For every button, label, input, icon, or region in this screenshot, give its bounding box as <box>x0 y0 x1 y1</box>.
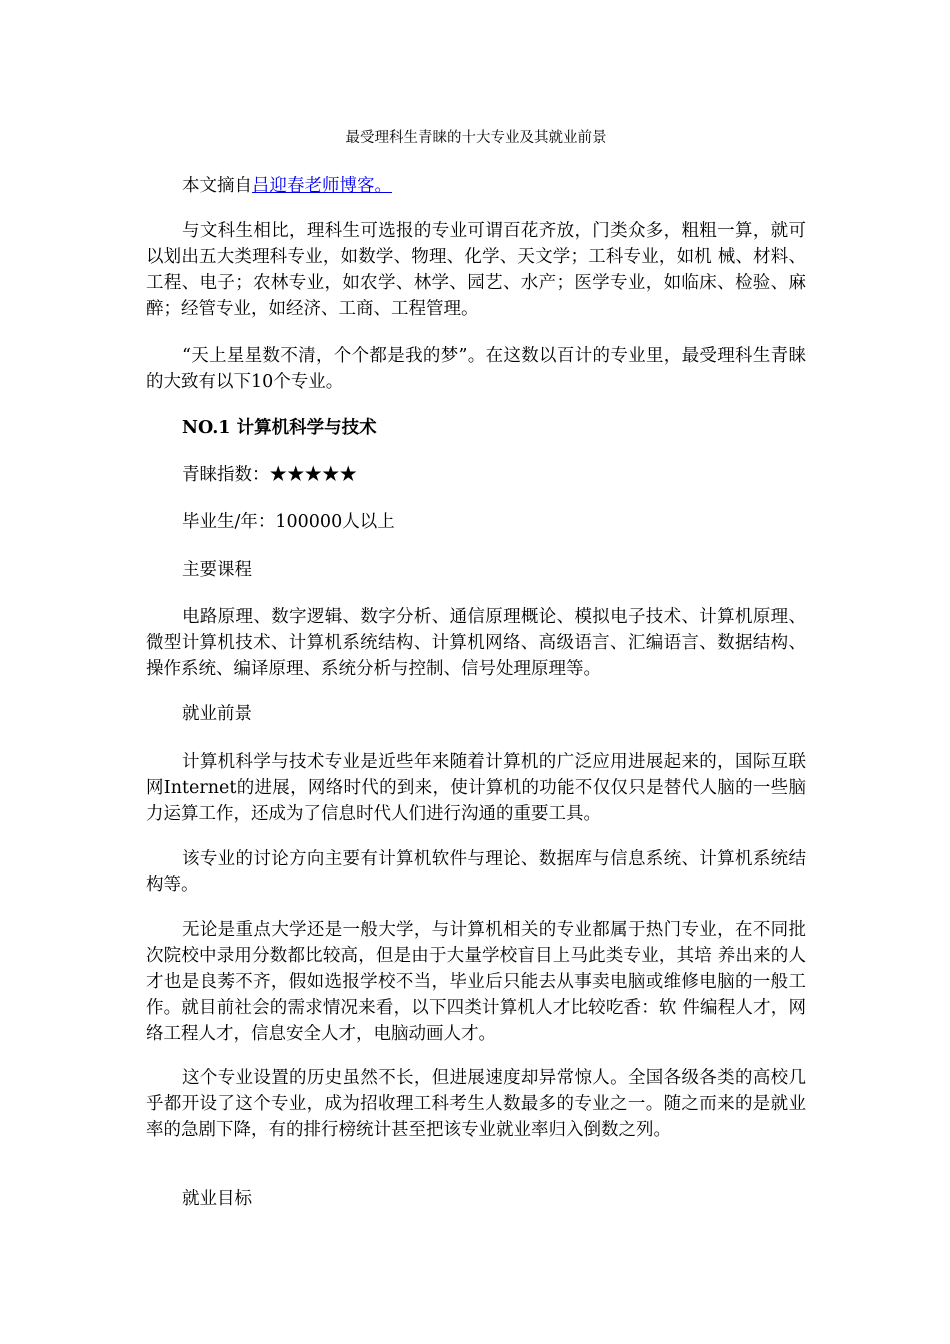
prospects-title: 就业前景 <box>182 704 252 724</box>
source-prefix: 本文摘自 <box>182 176 252 196</box>
prospects-paragraph-1: 计算机科学与技术专业是近些年来随着计算机的广泛应用进展起来的，国际互联网Internet的进展，网络时代的到来，使计算机的功能不仅仅只是替代人脑的一些脑力运算工作，还成为了信息时代人们进行沟通的重要工具。 <box>146 752 806 824</box>
document-title: 最受理科生青睐的十大专业及其就业前景 <box>345 130 607 146</box>
prospects-paragraph-4: 这个专业设置的历史虽然不长，但进展速度却异常惊人。全国各级各类的高校几乎都开设了这个专业，成为招收理工科考生人数最多的专业之一。随之而来的是就业率的急剧下降，有的排行榜统计甚至把该专业就业率归入倒数之列。 <box>146 1068 806 1140</box>
courses-paragraph: 电路原理、数字逻辑、数字分析、通信原理概论、模拟电子技术、计算机原理、微型计算机技术、计算机系统结构、计算机网络、高级语言、汇编语言、数据结构、操作系统、编译原理、系统分析与控制、信号处理原理等。 <box>146 607 806 679</box>
courses-title: 主要课程 <box>182 560 252 580</box>
goals-title: 就业目标 <box>182 1189 252 1209</box>
summary-paragraph: “天上星星数不清，个个都是我的梦”。在这数以百计的专业里，最受理科生青睐的大致有以下10个专业。 <box>146 346 806 392</box>
section-heading-no1: NO.1 计算机科学与技术 <box>182 418 377 438</box>
intro-paragraph: 与文科生相比，理科生可选报的专业可谓百花齐放，门类众多，粗粗一算，就可以划出五大类理科专业，如数学、物理、化学、天文学；工科专业，如机 械、材料、工程、电子；农林专业，如农学、林学、园艺、水产；医学专业，如临床、检验、麻醉；经管专业，如经济、工商、工程管理。 <box>146 221 806 319</box>
source-line <box>146 173 806 199</box>
prospects-paragraph-2: 该专业的讨论方向主要有计算机软件与理论、数据库与信息系统、计算机系统结构等。 <box>146 849 806 895</box>
prospects-paragraph-3: 无论是重点大学还是一般大学，与计算机相关的专业都属于热门专业，在不同批次院校中录用分数都比较高，但是由于大量学校盲目上马此类专业，其培 养出来的人才也是良莠不齐，假如选报学校不当，毕业后只能去从事卖电脑或维修电脑的一般工作。就目前社会的需求情况来看，以下四类计算机人才比较吃香：软 件编程人才，网络工程人才，信息安全人才，电脑动画人才。 <box>146 920 806 1044</box>
blog-link[interactable]: 吕迎春老师博客。 <box>252 176 392 196</box>
graduates-line: 毕业生/年：100000人以上 <box>182 512 395 532</box>
rating-line: 青睐指数：★★★★★ <box>182 465 357 485</box>
